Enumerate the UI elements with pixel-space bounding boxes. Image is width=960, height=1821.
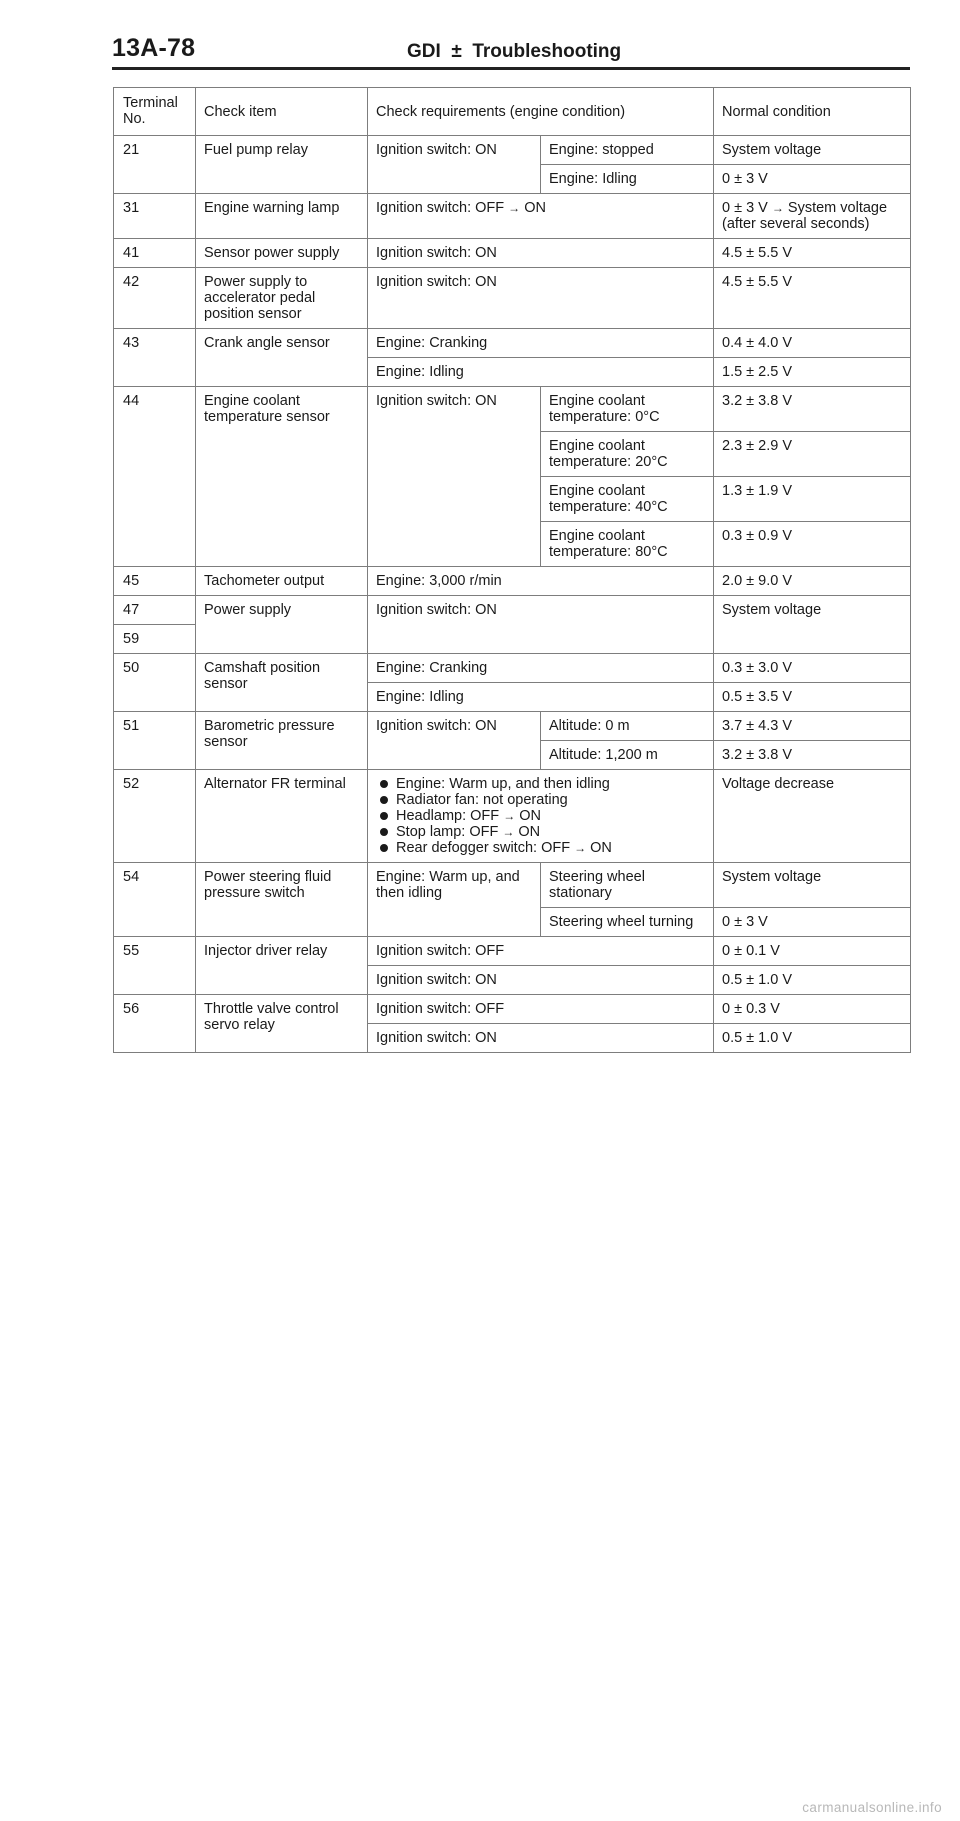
check-condition: Engine: Idling	[541, 165, 714, 194]
check-condition: Engine coolant temperature: 20°C	[541, 432, 714, 477]
right-arrow-icon: →	[508, 201, 521, 215]
list-item: Engine: Warm up, and then idling	[376, 776, 706, 792]
terminal-no: 51	[114, 712, 196, 770]
normal-condition: 4.5 ± 5.5 V	[714, 239, 911, 268]
normal-condition: 1.3 ± 1.9 V	[714, 477, 911, 522]
check-condition: Engine coolant temperature: 40°C	[541, 477, 714, 522]
normal-condition: 0 ± 3 V → System voltage (after several seconds)	[714, 194, 911, 239]
check-item: Barometric pressure sensor	[196, 712, 368, 770]
page-header	[112, 28, 910, 68]
check-item: Fuel pump relay	[196, 136, 368, 194]
table-row	[114, 863, 911, 908]
check-condition: Steering wheel stationary	[541, 863, 714, 908]
check-requirement: Ignition switch: ON	[368, 268, 714, 329]
check-requirement: Ignition switch: ON	[368, 596, 714, 654]
check-requirement: Ignition switch: ON	[368, 1024, 714, 1053]
normal-condition: System voltage	[714, 136, 911, 165]
check-item: Engine coolant temperature sensor	[196, 387, 368, 567]
check-requirement: Ignition switch: OFF	[368, 937, 714, 966]
check-requirement: Ignition switch: ON	[368, 239, 714, 268]
check-item: Power steering fluid pressure switch	[196, 863, 368, 937]
terminal-no: 43	[114, 329, 196, 387]
condition-bullet-list	[376, 776, 706, 856]
terminal-no: 41	[114, 239, 196, 268]
check-requirement: Engine: Idling	[368, 358, 714, 387]
check-requirement: Ignition switch: ON	[368, 387, 541, 567]
normal-condition: 0 ± 0.3 V	[714, 995, 911, 1024]
normal-condition: 0 ± 3 V	[714, 165, 911, 194]
normal-condition: 0.3 ± 0.9 V	[714, 522, 911, 567]
table-row	[114, 654, 911, 683]
check-requirement: Ignition switch: ON	[368, 966, 714, 995]
page-number: 13A-78	[112, 34, 196, 62]
check-condition: Altitude: 1,200 m	[541, 741, 714, 770]
check-condition: Altitude: 0 m	[541, 712, 714, 741]
terminal-no: 21	[114, 136, 196, 194]
terminal-no: 50	[114, 654, 196, 712]
normal-condition: 1.5 ± 2.5 V	[714, 358, 911, 387]
check-item: Engine warning lamp	[196, 194, 368, 239]
table-row	[114, 239, 911, 268]
normal-condition: 2.3 ± 2.9 V	[714, 432, 911, 477]
check-requirement: Engine: Warm up, and then idling	[368, 863, 541, 937]
check-item: Injector driver relay	[196, 937, 368, 995]
check-item: Power supply to accelerator pedal position sensor	[196, 268, 368, 329]
terminal-no: 54	[114, 863, 196, 937]
terminal-no: 45	[114, 567, 196, 596]
table-row	[114, 194, 911, 239]
check-condition: Engine coolant temperature: 0°C	[541, 387, 714, 432]
terminal-no: 31	[114, 194, 196, 239]
list-item: Rear defogger switch: OFF → ON	[376, 840, 706, 856]
table-row	[114, 268, 911, 329]
header-check-requirements: Check requirements (engine condition)	[368, 88, 714, 136]
header-normal-condition: Normal condition	[714, 88, 911, 136]
terminal-no: 47	[114, 596, 196, 625]
watermark: carmanualsonline.info	[802, 1800, 942, 1815]
check-item: Power supply	[196, 596, 368, 654]
check-requirement: Engine: 3,000 r/min	[368, 567, 714, 596]
list-item: Stop lamp: OFF → ON	[376, 824, 706, 840]
normal-condition: System voltage	[714, 863, 911, 908]
check-requirement: Ignition switch: OFF	[368, 995, 714, 1024]
normal-condition: 0.4 ± 4.0 V	[714, 329, 911, 358]
normal-condition: 2.0 ± 9.0 V	[714, 567, 911, 596]
check-requirement	[368, 770, 714, 863]
normal-condition: 0.5 ± 1.0 V	[714, 1024, 911, 1053]
normal-condition: System voltage	[714, 596, 911, 654]
terminal-no: 52	[114, 770, 196, 863]
normal-condition: 3.2 ± 3.8 V	[714, 387, 911, 432]
check-requirement: Engine: Cranking	[368, 329, 714, 358]
terminal-check-table	[113, 87, 911, 1053]
normal-condition: 3.2 ± 3.8 V	[714, 741, 911, 770]
header-rule	[112, 67, 910, 70]
check-item: Crank angle sensor	[196, 329, 368, 387]
normal-condition: 0.3 ± 3.0 V	[714, 654, 911, 683]
normal-condition: 0.5 ± 3.5 V	[714, 683, 911, 712]
check-requirement: Ignition switch: ON	[368, 136, 541, 194]
normal-condition: 4.5 ± 5.5 V	[714, 268, 911, 329]
table-row	[114, 712, 911, 741]
table-row	[114, 995, 911, 1024]
right-arrow-icon: →	[574, 841, 587, 855]
terminal-no: 59	[114, 625, 196, 654]
normal-condition: Voltage decrease	[714, 770, 911, 863]
table-header-row	[114, 88, 911, 136]
check-item: Throttle valve control servo relay	[196, 995, 368, 1053]
right-arrow-icon: →	[502, 825, 515, 839]
table-row	[114, 329, 911, 358]
list-item: Headlamp: OFF → ON	[376, 808, 706, 824]
table-row	[114, 596, 911, 625]
check-requirement: Ignition switch: OFF → ON	[368, 194, 714, 239]
terminal-no: 56	[114, 995, 196, 1053]
list-item: Radiator fan: not operating	[376, 792, 706, 808]
table-row	[114, 937, 911, 966]
terminal-no: 42	[114, 268, 196, 329]
header-terminal-no: Terminal No.	[114, 88, 196, 136]
terminal-no: 44	[114, 387, 196, 567]
table-row	[114, 567, 911, 596]
check-item: Tachometer output	[196, 567, 368, 596]
check-item: Camshaft position sensor	[196, 654, 368, 712]
check-requirement: Engine: Cranking	[368, 654, 714, 683]
check-condition: Steering wheel turning	[541, 908, 714, 937]
right-arrow-icon: →	[503, 809, 516, 823]
check-condition: Engine coolant temperature: 80°C	[541, 522, 714, 567]
terminal-no: 55	[114, 937, 196, 995]
normal-condition: 3.7 ± 4.3 V	[714, 712, 911, 741]
table-row	[114, 387, 911, 432]
normal-condition: 0 ± 3 V	[714, 908, 911, 937]
check-requirement: Engine: Idling	[368, 683, 714, 712]
normal-condition: 0 ± 0.1 V	[714, 937, 911, 966]
check-requirement: Ignition switch: ON	[368, 712, 541, 770]
check-condition: Engine: stopped	[541, 136, 714, 165]
normal-condition: 0.5 ± 1.0 V	[714, 966, 911, 995]
page-title: GDI ± Troubleshooting	[407, 41, 622, 62]
right-arrow-icon: →	[771, 201, 784, 215]
header-check-item: Check item	[196, 88, 368, 136]
check-item: Sensor power supply	[196, 239, 368, 268]
table-row	[114, 770, 911, 863]
table-row	[114, 136, 911, 165]
check-item: Alternator FR terminal	[196, 770, 368, 863]
